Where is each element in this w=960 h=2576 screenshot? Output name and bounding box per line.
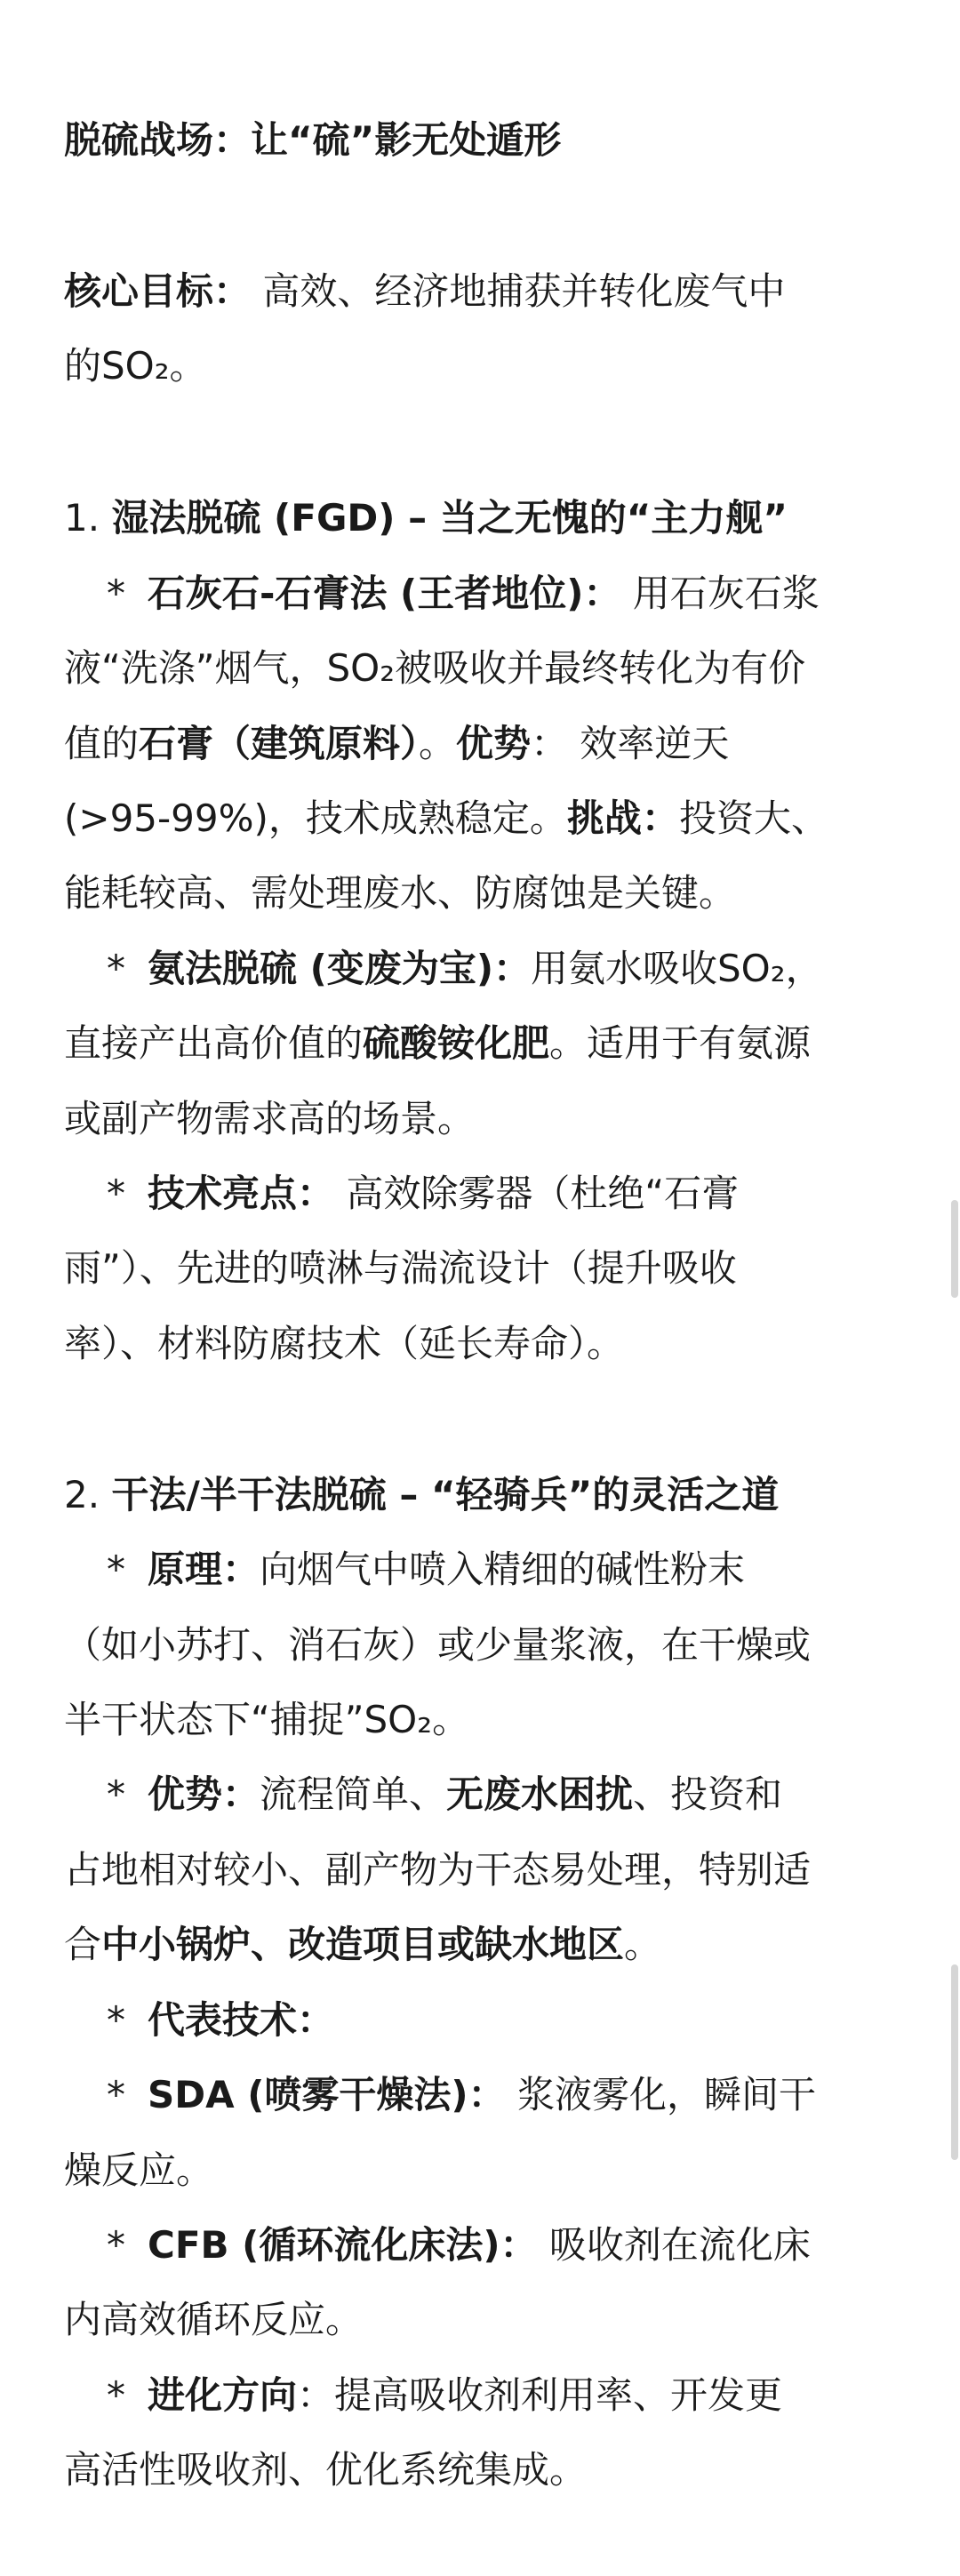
limestone-line-4 bbox=[64, 792, 828, 845]
sda-line-1 bbox=[64, 2068, 816, 2122]
bullet-star: * bbox=[107, 2223, 125, 2267]
bullet-star: * bbox=[107, 947, 125, 990]
bullet-star: * bbox=[107, 1548, 125, 1591]
bullet-label: SDA (喷雾干燥法)： bbox=[148, 2073, 506, 2116]
highlights-line-3: 率）、材料防腐技术（延长寿命）。 bbox=[64, 1322, 625, 1365]
text: 流程简单、 bbox=[260, 1772, 447, 1816]
limestone-line-5: 能耗较高、需处理废水、防腐蚀是关键。 bbox=[64, 871, 737, 915]
bullet-label: CFB (循环流化床法)： bbox=[148, 2223, 538, 2267]
advantage-line-2: 占地相对较小、副产物为干态易处理，特别适 bbox=[64, 1848, 812, 1892]
section-title: 干法/半干法脱硫 – “轻骑兵”的灵活之道 bbox=[111, 1473, 780, 1516]
text: 合 bbox=[64, 1923, 102, 1966]
bullet-star: * bbox=[107, 1172, 125, 1215]
emphasis: 挑战： bbox=[566, 796, 679, 840]
bullet-label: 进化方向 bbox=[148, 2373, 298, 2417]
emphasis: 无废水困扰 bbox=[446, 1772, 634, 1816]
cfb-line-1 bbox=[64, 2219, 811, 2272]
ammonia-line-3: 或副产物需求高的场景。 bbox=[64, 1097, 476, 1140]
goal-line-2: 的SO₂。 bbox=[64, 344, 207, 388]
section-number: 2. bbox=[64, 1473, 100, 1516]
section-2-heading bbox=[64, 1468, 779, 1522]
goal-label: 核心目标： bbox=[64, 269, 252, 313]
bullet-star: * bbox=[107, 1998, 125, 2042]
limestone-line-2: 液“洗涤”烟气，SO₂被吸收并最终转化为有价 bbox=[64, 646, 806, 690]
emphasis: 石膏（建筑原料） bbox=[139, 722, 420, 765]
principle-line-2: （如小苏打、消石灰）或少量浆液，在干燥或 bbox=[64, 1623, 812, 1667]
highlights-line-2: 雨”）、先进的喷淋与湍流设计（提升吸收 bbox=[64, 1246, 737, 1290]
bullet-star: * bbox=[107, 1772, 125, 1816]
ammonia-line-2 bbox=[64, 1017, 811, 1070]
principle-line-3: 半干状态下“捕捉”SO₂。 bbox=[64, 1698, 470, 1741]
text: 。 bbox=[624, 1923, 662, 1966]
advantage-line-1 bbox=[64, 1768, 782, 1821]
goal-line-1 bbox=[64, 265, 785, 318]
text: 值的 bbox=[64, 722, 140, 765]
ammonia-line-1 bbox=[64, 942, 823, 996]
bullet-text: 用氨水吸收SO₂， bbox=[531, 947, 823, 990]
emphasis: 优势 bbox=[456, 722, 532, 765]
bullet-label: 石灰石-石膏法 (王者地位)： bbox=[148, 572, 621, 615]
principle-line-1 bbox=[64, 1543, 745, 1596]
advantage-line-3 bbox=[64, 1918, 661, 1972]
section-number: 1. bbox=[64, 496, 100, 540]
bullet-text: ：提高吸收剂利用率、开发更 bbox=[297, 2373, 783, 2417]
cfb-line-2: 内高效循环反应。 bbox=[64, 2298, 364, 2341]
text: ： 效率逆天 bbox=[531, 722, 730, 765]
evolution-line-2: 高活性吸收剂、优化系统集成。 bbox=[64, 2448, 588, 2492]
bullet-label: 氨法脱硫 (变废为宝)： bbox=[148, 947, 532, 990]
emphasis: 硫酸铵化肥 bbox=[363, 1021, 550, 1065]
emphasis: 中小锅炉、改造项目或缺水地区 bbox=[101, 1923, 625, 1966]
bullet-text: 用石灰石浆 bbox=[620, 572, 820, 615]
bullet-star: * bbox=[107, 572, 125, 615]
article-title: 脱硫战场：让“硫”影无处遁形 bbox=[64, 118, 562, 162]
bullet-star: * bbox=[107, 2073, 125, 2116]
representative-line bbox=[64, 1994, 334, 2047]
text: 直接产出高价值的 bbox=[64, 1021, 364, 1065]
scrollbar-thumb-lower[interactable] bbox=[951, 1964, 958, 2160]
highlights-line-1 bbox=[64, 1167, 739, 1220]
bullet-text: 浆液雾化，瞬间干 bbox=[505, 2073, 816, 2116]
bullet-text: 向烟气中喷入精细的碱性粉末 bbox=[260, 1548, 746, 1591]
section-1-heading bbox=[64, 492, 788, 545]
text: (>95-99%)，技术成熟稳定。 bbox=[64, 796, 567, 840]
goal-text: 高效、经济地捕获并转化废气中 bbox=[251, 269, 786, 313]
text: 。适用于有氨源 bbox=[549, 1021, 812, 1065]
text: 投资大、 bbox=[678, 796, 828, 840]
evolution-line-1 bbox=[64, 2369, 782, 2422]
limestone-line-1 bbox=[64, 567, 820, 620]
bullet-star: * bbox=[107, 2373, 125, 2417]
text: 、投资和 bbox=[633, 1772, 783, 1816]
bullet-label: 技术亮点： bbox=[148, 1172, 335, 1215]
section-title: 湿法脱硫 (FGD) – 当之无愧的“主力舰” bbox=[111, 496, 788, 540]
bullet-text: 吸收剂在流化床 bbox=[537, 2223, 811, 2267]
scrollbar-thumb-upper[interactable] bbox=[951, 1200, 958, 1298]
bullet-label: 原理： bbox=[148, 1548, 260, 1591]
bullet-label: 代表技术： bbox=[148, 1998, 335, 2042]
bullet-text: 高效除雾器（杜绝“石膏 bbox=[334, 1172, 740, 1215]
bullet-label: 优势： bbox=[148, 1772, 260, 1816]
limestone-line-3 bbox=[64, 717, 729, 771]
text: 。 bbox=[419, 722, 457, 765]
sda-line-2: 燥反应。 bbox=[64, 2148, 214, 2192]
